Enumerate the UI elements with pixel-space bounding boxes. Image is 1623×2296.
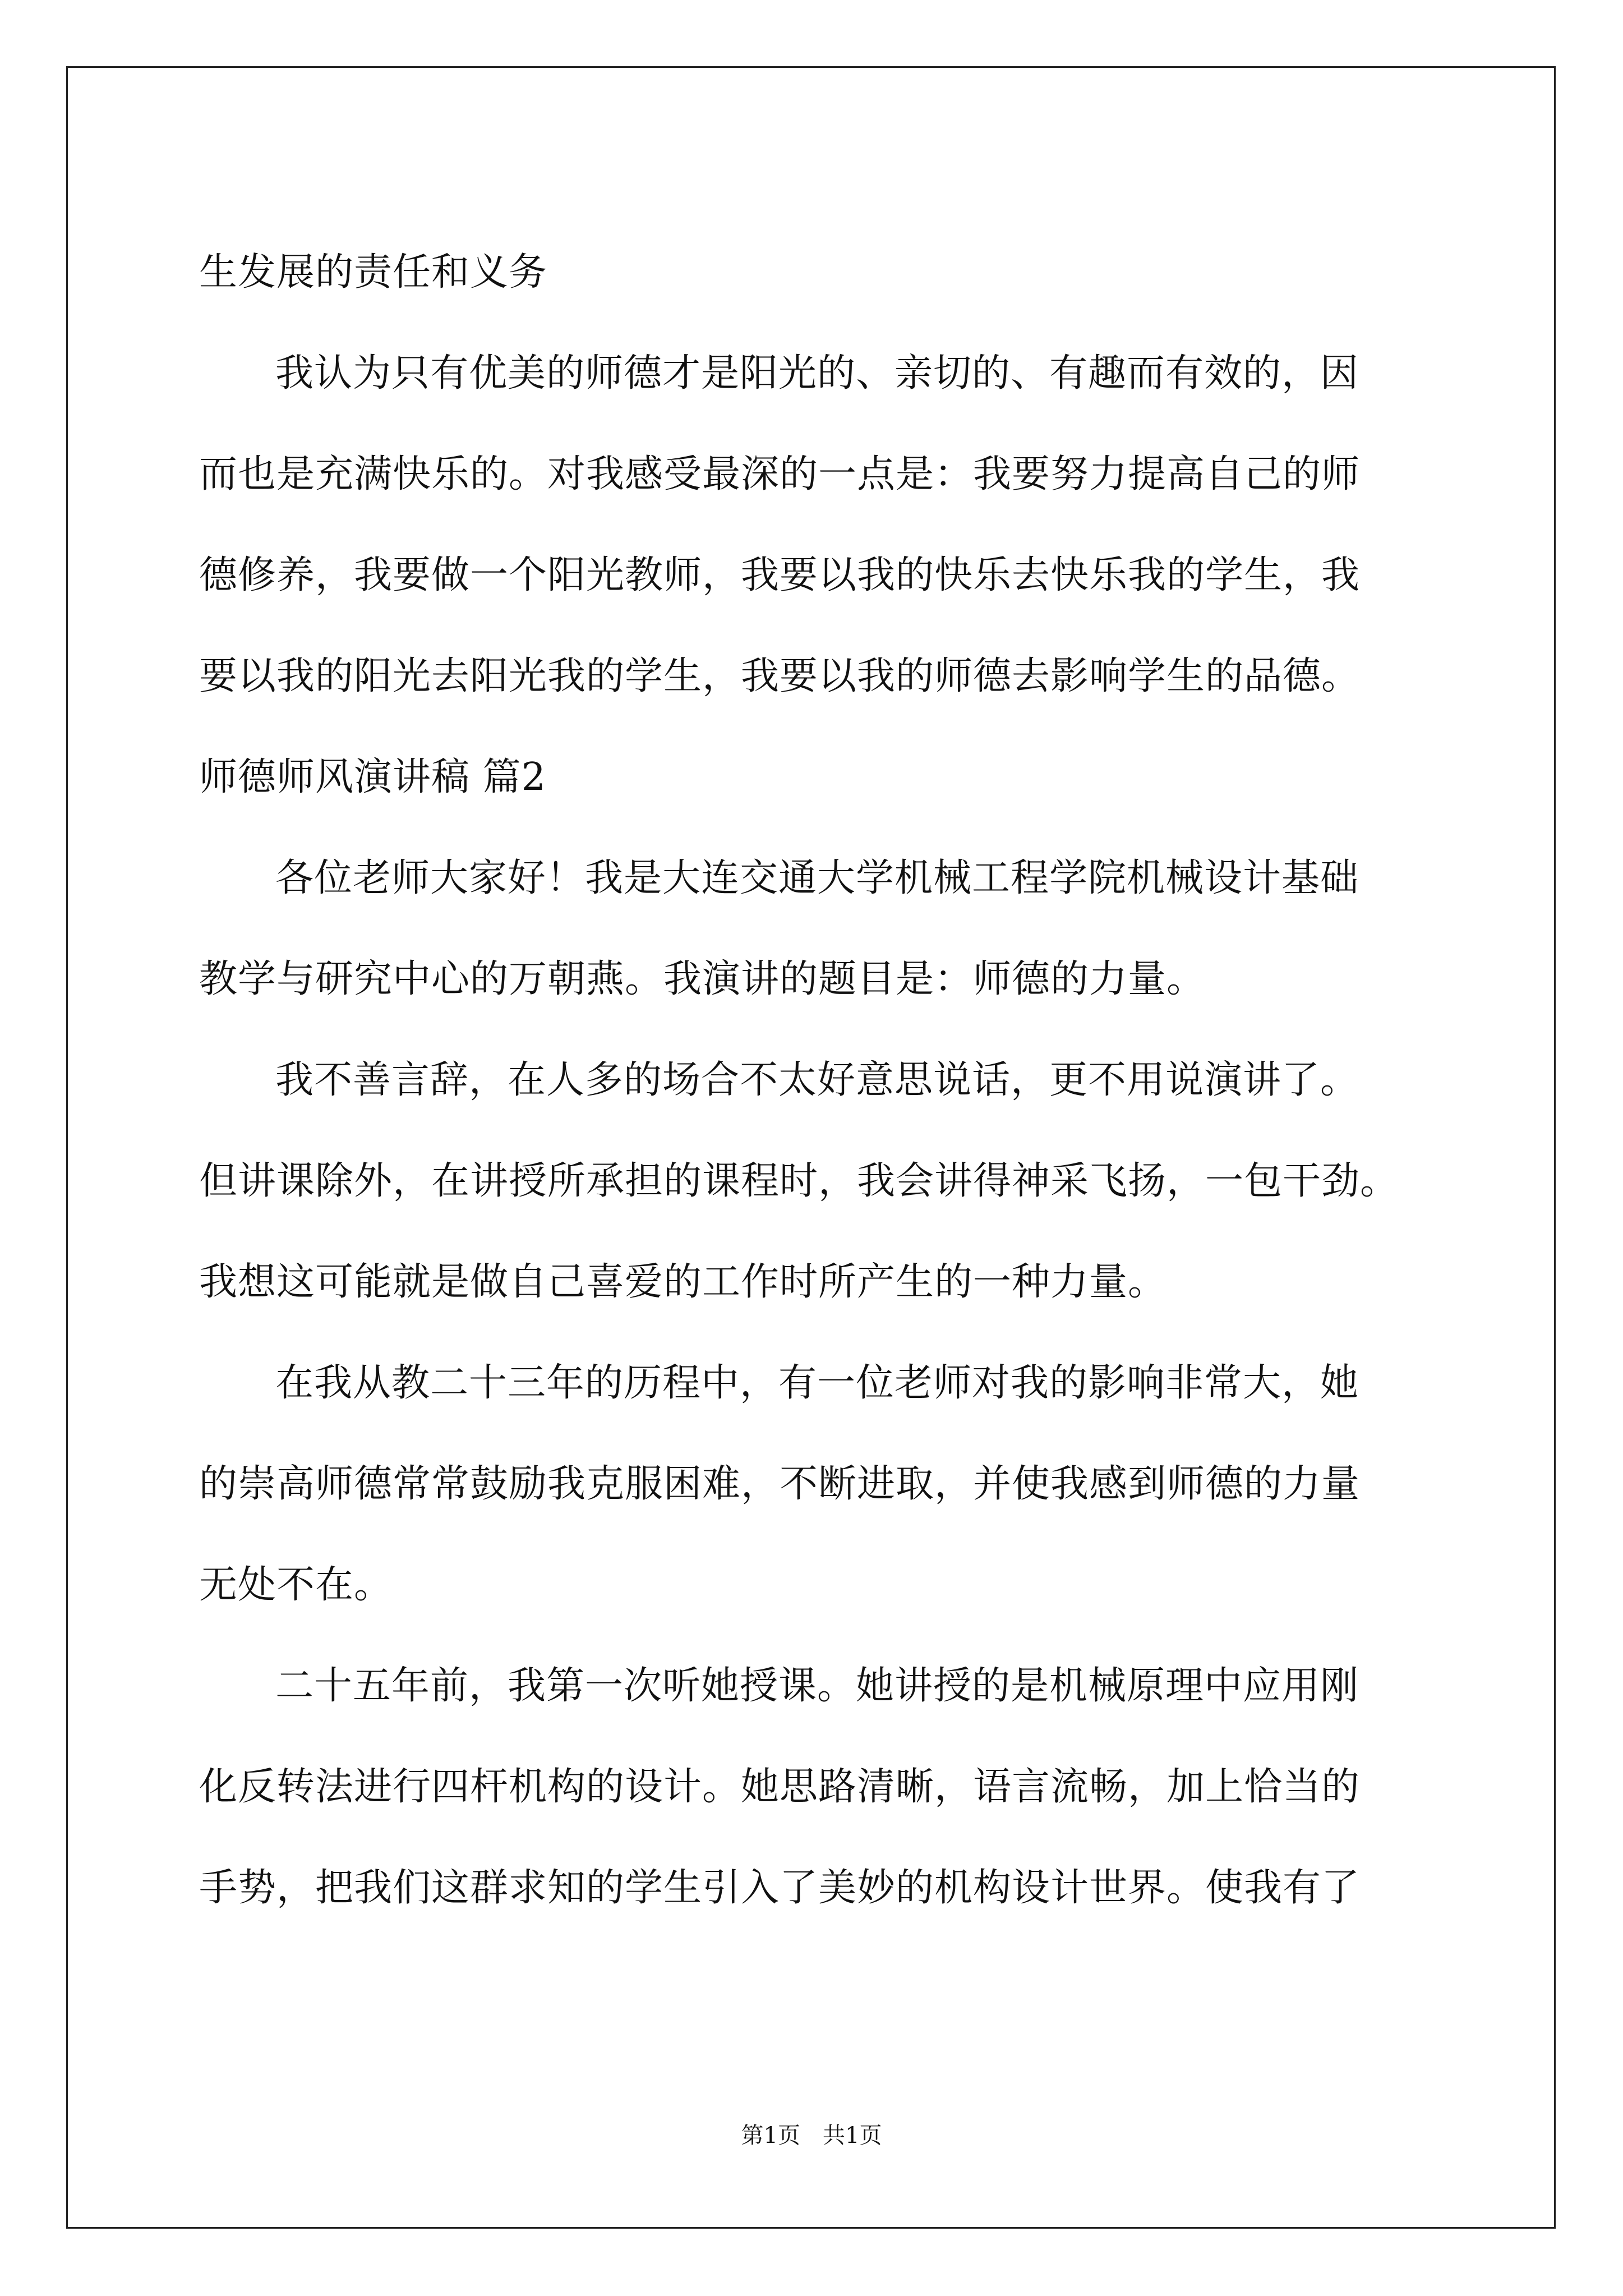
section-heading: 师德师风演讲稿 篇2 <box>199 755 546 799</box>
text-line: 二十五年前，我第一次听她授课。她讲授的是机械原理中应用刚 <box>275 1664 1359 1708</box>
text-line: 生发展的责任和义务 <box>199 250 548 295</box>
text-line: 在我从教二十三年的历程中，有一位老师对我的影响非常大，她 <box>275 1361 1359 1405</box>
text-line: 但讲课除外，在讲授所承担的课程时，我会讲得神采飞扬，一包干劲。 <box>199 1159 1399 1203</box>
text-line: 德修养，我要做一个阳光教师，我要以我的快乐去快乐我的学生，我 <box>199 553 1361 597</box>
text-line: 我想这可能就是做自己喜爱的工作时所产生的一种力量。 <box>199 1260 1167 1304</box>
text-line: 手势，把我们这群求知的学生引入了美妙的机构设计世界。使我有了 <box>199 1866 1361 1910</box>
text-line: 要以我的阳光去阳光我的学生，我要以我的师德去影响学生的品德。 <box>199 654 1361 698</box>
page-total: 共1页 <box>823 2123 882 2148</box>
text-line: 教学与研究中心的万朝燕。我演讲的题目是：师德的力量。 <box>199 957 1206 1001</box>
text-line: 我认为只有优美的师德才是阳光的、亲切的、有趣而有效的，因 <box>275 351 1359 395</box>
page-footer <box>0 2122 1623 2150</box>
document-body <box>199 222 1433 1939</box>
page-number: 第1页 <box>741 2123 800 2148</box>
text-line: 而也是充满快乐的。对我感受最深的一点是：我要努力提高自己的师 <box>199 452 1361 496</box>
text-line: 化反转法进行四杆机构的设计。她思路清晰，语言流畅，加上恰当的 <box>199 1765 1361 1809</box>
text-line: 无处不在。 <box>199 1563 393 1607</box>
text-line: 的崇高师德常常鼓励我克服困难，不断进取，并使我感到师德的力量 <box>199 1462 1361 1506</box>
text-line: 各位老师大家好！我是大连交通大学机械工程学院机械设计基础 <box>275 856 1359 900</box>
text-line: 我不善言辞，在人多的场合不太好意思说话，更不用说演讲了。 <box>275 1058 1359 1102</box>
